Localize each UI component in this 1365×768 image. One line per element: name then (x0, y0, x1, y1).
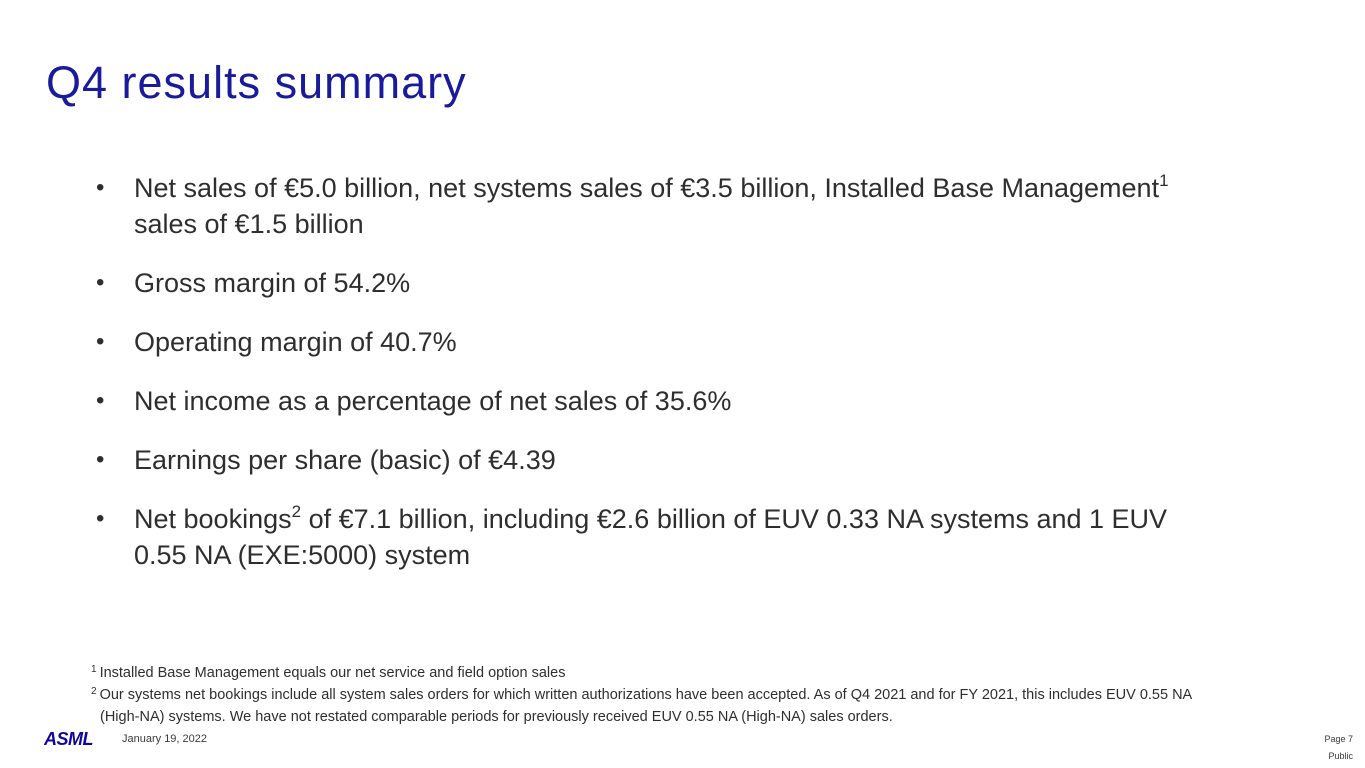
bullet-item (96, 383, 1196, 419)
bullet-text-continued: sales of €1.5 billion (134, 209, 364, 239)
bullet-text-continued: of €7.1 billion, including €2.6 billion of EUV 0.33 NA systems and 1 EUV 0.55 NA (EXE:5000) system (134, 504, 1168, 570)
footnote-2 (91, 684, 1291, 728)
bullet-text: Net sales of €5.0 billion, net systems sales of €3.5 billion, Installed Base Management (134, 173, 1160, 203)
page-number: Page 7 (1324, 734, 1353, 744)
bullet-item (96, 324, 1196, 360)
bullet-text: Net bookings (134, 504, 292, 534)
classification-label: Public (1328, 751, 1353, 761)
bullet-symbol: • (96, 269, 105, 296)
footnote-text: Installed Base Management equals our net service and field option sales (99, 665, 566, 681)
bullet-symbol: • (96, 505, 105, 532)
bullet-list (96, 170, 1196, 596)
bullet-symbol: • (96, 328, 105, 355)
bullet-item (96, 501, 1196, 573)
bullet-item (96, 265, 1196, 301)
logo-text: ASML (44, 729, 93, 749)
bullet-item (96, 170, 1196, 242)
bullet-text: Operating margin of 40.7% (134, 327, 457, 357)
footnote-ref: 1 (1159, 171, 1169, 190)
footnotes (91, 662, 1291, 728)
footnote-text: Our systems net bookings include all system sales orders for which written authorizations have been accepted. As of Q4 2021 and for FY 2021, this includes EUV 0.55 NA (99, 687, 1193, 703)
footnote-ref: 2 (291, 502, 302, 521)
bullet-symbol: • (96, 174, 105, 201)
footnote-text-continued: (High-NA) systems. We have not restated comparable periods for previously received EUV 0.55 NA (High-NA) sales orders. (100, 709, 893, 725)
bullet-symbol: • (96, 387, 105, 414)
footer-date: January 19, 2022 (122, 733, 208, 745)
bullet-text: Earnings per share (basic) of €4.39 (134, 445, 556, 475)
bullet-text: Gross margin of 54.2% (134, 268, 411, 298)
footnote-1 (91, 662, 1291, 684)
footnote-marker: 2 (91, 686, 97, 697)
bullet-symbol: • (96, 446, 105, 473)
footnote-marker: 1 (91, 664, 97, 675)
slide-title: Q4 results summary (46, 57, 467, 108)
asml-logo (44, 729, 104, 749)
bullet-item (96, 442, 1196, 478)
bullet-text: Net income as a percentage of net sales of 35.6% (134, 386, 732, 416)
